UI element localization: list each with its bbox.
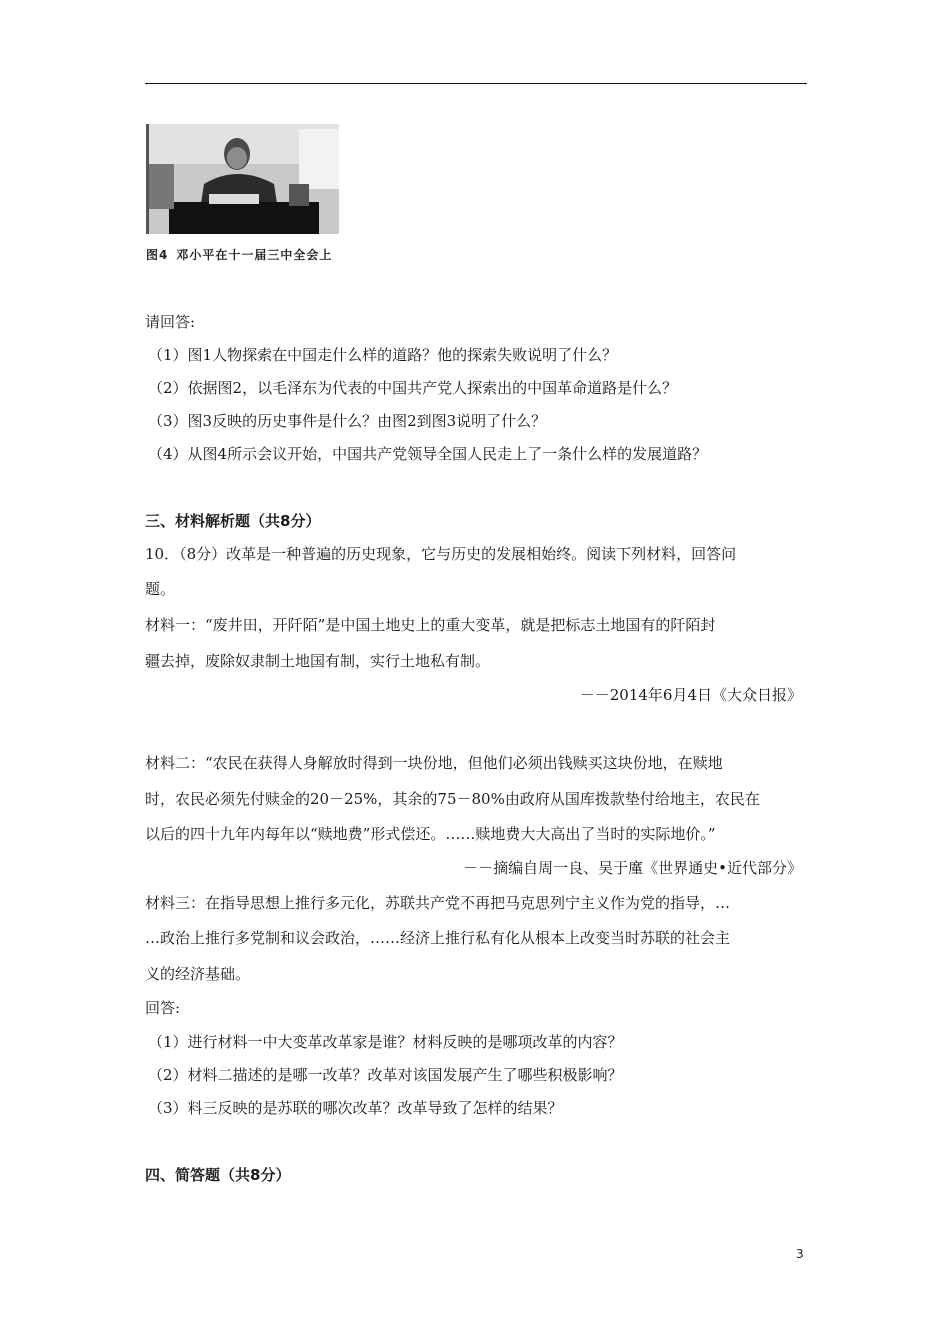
question-text: 10．（8分）改革是一种普遍的历史现象，它与历史的发展相始终。阅读下列材料，回答问 (145, 545, 737, 563)
material-source: －－2014年6月4日《大众日报》 (579, 686, 802, 704)
page-number: 3 (796, 1247, 804, 1261)
question-item: （3）图3反映的历史事件是什么？由图2到图3说明了什么？ (148, 412, 547, 430)
figure-caption (146, 246, 332, 263)
question-item: （2）依据图2，以毛泽东为代表的中国共产党人探索出的中国革命道路是什么？ (148, 379, 678, 397)
material-text: 时，农民必须先付赎金的20－25%，其余的75－80%由政府从国库拨款垫付给地主，农民在 (145, 790, 760, 808)
material-text: 以后的四十九年内每年以“赎地费”形式偿还。……赎地费大大高出了当时的实际地价。” (145, 825, 716, 843)
question-item: （1）图1人物探索在中国走什么样的道路？他的探索失败说明了什么？ (148, 346, 618, 364)
material-text: 材料三：在指导思想上推行多元化，苏联共产党不再把马克思列宁主义作为党的指导，… (145, 894, 731, 912)
figure-caption-label: 图4 (146, 248, 169, 262)
material-text: 疆去掉，废除奴隶制土地国有制，实行土地私有制。 (145, 652, 491, 670)
answer-label: 回答: (145, 999, 181, 1017)
intro-text: 请回答: (145, 313, 196, 331)
section-heading: 三、材料解析题（共8分） (145, 512, 321, 530)
material-text: 材料一：“废井田，开阡陌”是中国土地史上的重大变革，就是把标志土地国有的阡陌封 (145, 616, 716, 634)
question-item: （2）材料二描述的是哪一改革？改革对该国发展产生了哪些积极影响？ (148, 1066, 623, 1084)
question-text: 题。 (145, 580, 176, 598)
question-item: （3）料三反映的是苏联的哪次改革？改革导致了怎样的结果？ (148, 1099, 563, 1117)
header-rule (145, 83, 807, 84)
material-text: …政治上推行多党制和议会政治，……经济上推行私有化从根本上改变当时苏联的社会主 (145, 929, 731, 947)
material-text: 材料二：“农民在获得人身解放时得到一块份地，但他们必须出钱赎买这块份地，在赎地 (145, 754, 723, 772)
historical-photo (146, 124, 339, 234)
figure-caption-text: 邓小平在十一届三中全会上 (176, 248, 333, 262)
material-source: －－摘编自周一良、吴于廑《世界通史•近代部分》 (463, 859, 802, 877)
question-item: （1）进行材料一中大变革改革家是谁？材料反映的是哪项改革的内容？ (148, 1033, 623, 1051)
material-text: 义的经济基础。 (145, 965, 251, 983)
section-heading: 四、简答题（共8分） (145, 1166, 291, 1184)
question-item: （4）从图4所示会议开始，中国共产党领导全国人民走上了一条什么样的发展道路？ (148, 445, 708, 463)
